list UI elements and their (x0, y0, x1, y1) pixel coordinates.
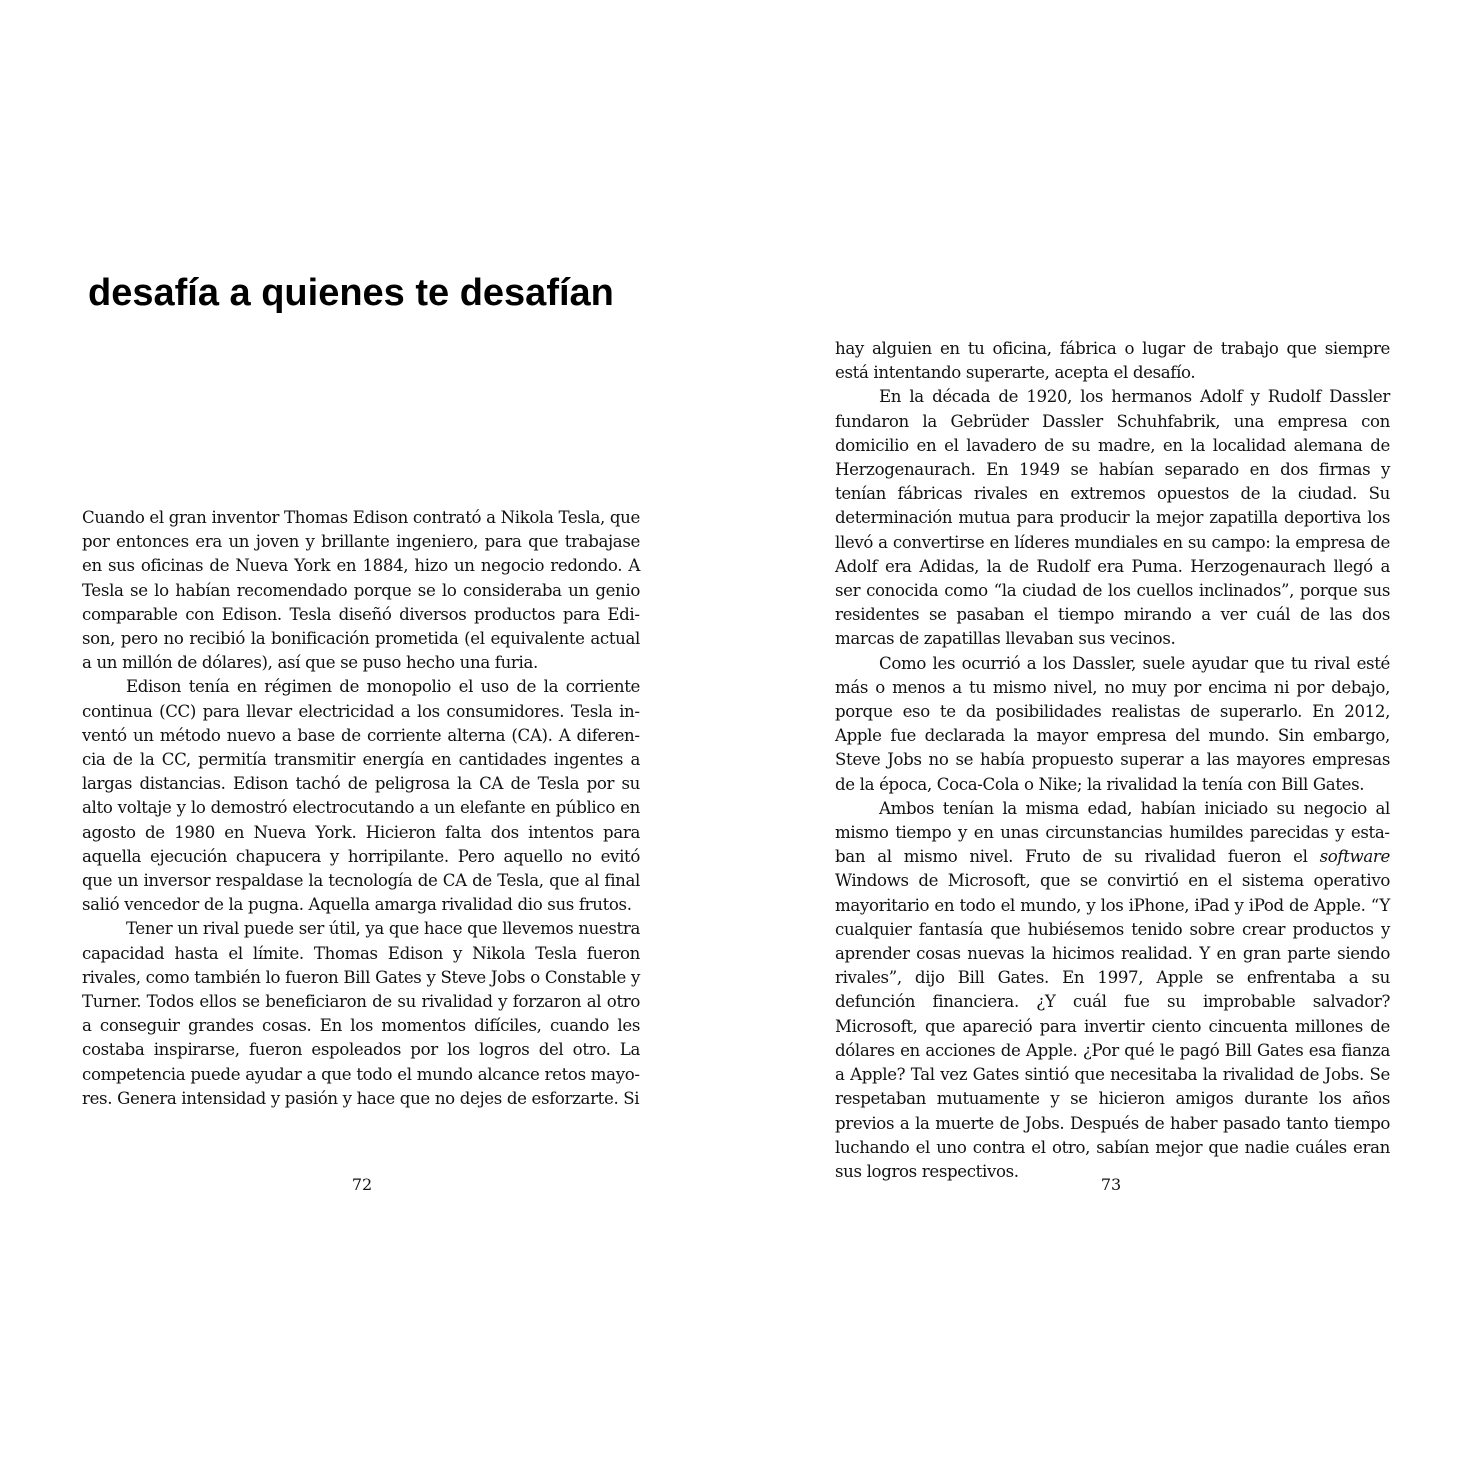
left-page-body (82, 506, 640, 1111)
right-page-body (835, 337, 1390, 1184)
page-number-right: 73 (1100, 1175, 1122, 1194)
para4-italic-term: software (1319, 847, 1390, 867)
right-paragraph-4 (835, 797, 1390, 1184)
right-paragraph-2: En la década de 1920, los hermanos Adolf y Rudolf Dassler fundaron la Gebrüder Dassler Schuhfabrik, una empresa con domicilio en el lavadero de su madre, en la localidad alemana de Herzogenaurach. En 1949 se habían separado en dos firmas y tenían fábricas rivales en extremos opuestos de la ciudad. Su determinación mutua para producir la mejor zapatilla deportiva los llevó a convertirse en líderes mundiales en su campo: la empresa de Adolf era Adidas, la de Rudolf era Puma. Herzogenaurach llegó a ser conocida como “la ciudad de los cuellos inclinados”, porque sus residentes se pasaban el tiempo mirando a ver cuál de las dos marcas de zapatillas llevaban sus vecinos. (835, 387, 1390, 649)
right-paragraph-1: hay alguien en tu oficina, fábrica o lugar de trabajo que siempre está intentando superarte, acepta el desafío. (835, 339, 1390, 383)
para4-text-after: Windows de Microsoft, que se convirtió en el sistema operativo mayoritario en todo el mundo, y los iPhone, iPad y iPod de Apple. “Y cualquier fantasía que hubiésemos tenido sobre crear productos y aprender cosas nuevas la hicimos realidad. Y en gran parte siendo rivales”, dijo Bill Gates. En 1997, Apple se enfrentaba a su defunción financiera. ¿Y cuál fue su improbable salvador? Microsoft, que apareció para invertir ciento cincuenta millones de dólares en acciones de Apple. ¿Por qué le pagó Bill Gates esa fianza a Apple? Tal vez Gates sintió que necesitaba la rivalidad de Jobs. Se respetaban mutuamente y se hicieron amigos durante los años previos a la muerte de Jobs. Después de haber pasado tanto tiempo luchando el uno contra el otro, sabían mejor que nadie cuáles eran sus logros respectivos. (835, 871, 1390, 1181)
right-page (736, 0, 1472, 1472)
page-number-left: 72 (351, 1175, 373, 1194)
left-paragraph-1: Cuando el gran inventor Thomas Edison contrató a Nikola Tesla, que por entonces era un joven y brillante ingeniero, para que trabajase en sus oficinas de Nueva York en 1884, hizo un negocio redondo. A Tesla se lo habían recomendado porque se lo consideraba un genio comparable con Edison. Tesla diseñó diversos productos para Edison, pero no recibió la bonificación prometida (el equivalente actual a un millón de dólares), así que se puso hecho una furia. (82, 508, 640, 673)
right-paragraph-3: Como les ocurrió a los Dassler, suele ayudar que tu rival esté más o menos a tu mismo nivel, no muy por encima ni por debajo, porque eso te da posibilidades realistas de superarlo. En 2012, Apple fue declarada la mayor empresa del mundo. Sin embargo, Steve Jobs no se había propuesto superar a las mayores empresas de la época, Coca-Cola o Nike; la rivalidad la tenía con Bill Gates. (835, 653, 1390, 794)
chapter-title: desafía a quienes te desafían (88, 272, 614, 314)
para4-text-before: Ambos tenían la misma edad, habían iniciado su negocio al mismo tiempo y en unas circunstancias humildes parecidas y estaban al mismo nivel. Fruto de su rivalidad fueron el (835, 798, 1390, 867)
left-paragraph-2: Edison tenía en régimen de monopolio el uso de la corriente continua (CC) para llevar electricidad a los consumidores. Tesla inventó un método nuevo a base de corriente alterna (CA). A diferencia de la CC, permitía transmitir energía en cantidades ingentes a largas distancias. Edison tachó de peligrosa la CA de Tesla por su alto voltaje y lo demostró electrocutando a un elefante en público en agosto de 1980 en Nueva York. Hicieron falta dos intentos para aquella ejecución chapucera y horripilante. Pero aquello no evitó que un inversor respaldase la tecnología de CA de Tesla, que al final salió vencedor de la pugna. Aquella amarga rivalidad dio sus frutos. (82, 677, 640, 915)
left-paragraph-3: Tener un rival puede ser útil, ya que hace que llevemos nuestra capacidad hasta el límite. Thomas Edison y Nikola Tesla fueron rivales, como también lo fueron Bill Gates y Steve Jobs o Constable y Turner. Todos ellos se beneficiaron de su rivalidad y forzaron al otro a conseguir grandes cosas. En los momentos difíciles, cuando les costaba inspirarse, fueron espoleados por los logros del otro. La competencia puede ayudar a que todo el mundo alcance retos mayores. Genera intensidad y pasión y hace que no dejes de esforzarte. Si (82, 919, 640, 1108)
